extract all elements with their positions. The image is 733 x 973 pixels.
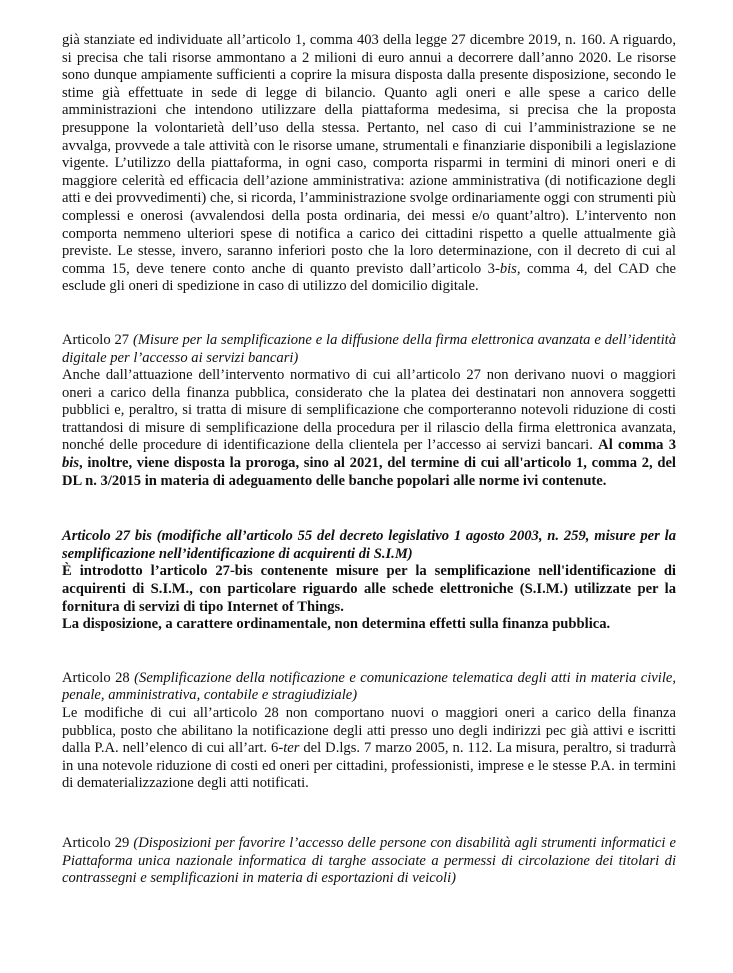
articolo-27-bis-heading: Articolo 27 bis (modifiche all’articolo 55 del decreto legislativo 1 agosto 2003, n. 259, misure per la semplificazione nell’identificazione di acquirenti di S.I.M) xyxy=(62,528,676,562)
section-articolo-27 xyxy=(62,332,676,490)
articolo-29-title: (Disposizioni per favorire l’accesso delle persone con disabilità agli strumenti informatici e Piattaforma unica nazionale informatica di targhe associate a permessi di circolazione dei titolari di contrassegni e semplificazioni in materia di esportazioni di veicoli) xyxy=(62,834,676,887)
articolo-28-ter: ter xyxy=(283,740,300,757)
articolo-28-body xyxy=(62,705,676,793)
articolo-27-body-text: Anche dall’attuazione dell’intervento normativo di cui all’articolo 27 non derivano nuovi o maggiori oneri a carico della finanza pubblica, considerato che la platea dei destinatari non annovera soggetti pubblici e, peraltro, si tratta di misure di semplificazione che comporteranno notevoli riduzione di costi trattandosi di misure di semplificazione della procedura per il rilascio della firma elettronica avanzata, nonché delle procedure di identificazione della clientela per l’accesso ai servizi bancari. xyxy=(62,367,676,454)
articolo-27-body xyxy=(62,367,676,490)
articolo-27-label: Articolo 27 xyxy=(62,331,133,348)
articolo-27-bold-a: Al comma 3 xyxy=(598,437,677,454)
articolo-28-label: Articolo 28 xyxy=(62,669,135,686)
section-articolo-27-bis xyxy=(62,528,676,634)
articolo-27-heading xyxy=(62,332,676,367)
intro-bis: bis xyxy=(499,260,517,277)
articolo-28-body-b: del D.lgs. 7 marzo 2005, n. 112. La misura, peraltro, si tradurrà in una notevole riduzione di costi ed oneri per cittadini, professionisti, imprese e le stesse P.A. in termini di dematerializzazione degli atti notificati. xyxy=(62,740,677,792)
intro-paragraph xyxy=(62,0,676,296)
articolo-28-body-a: Le modifiche di cui all’articolo 28 non comportano nuovi o maggiori oneri a carico della finanza pubblica, posto che abilitano la notificazione degli atti presso uno degli indirizzi pec già attivi e iscritti dalla P.A. nell’elenco di cui all’art. 6- xyxy=(62,705,676,757)
articolo-27-bis-body-1: È introdotto l’articolo 27-bis contenente misure per la semplificazione nell'identificazione di acquirenti di S.I.M., con particolare riguardo alle schede elettroniche (S.I.M.) utilizzate per la fornitura di servizi di tipo Internet of Things. xyxy=(62,563,676,615)
intro-text-b: , comma 4, del CAD che esclude gli oneri di spedizione in caso di utilizzo del domicilio digitale. xyxy=(62,260,676,295)
articolo-27-bold-b: , inoltre, viene disposta la proroga, sino al 2021, del termine di cui all'articolo 1, comma 2, del DL n. 3/2015 in materia di adeguamento delle banche popolari alle norme ivi contenute. xyxy=(62,455,676,489)
intro-text-a: già stanziate ed individuate all’articolo 1, comma 403 della legge 27 dicembre 2019, n. 160. A riguardo, si precisa che tali risorse ammontano a 2 milioni di euro annui a decorrere dall’anno 2020. Le risorse sono dunque ampiamente sufficienti a coprire la misura disposta dalla presente disposizione, secondo le stime già effettuate in sede di legge di bilancio. Quanto agli oneri e alle spese a carico delle amministrazioni che intendono utilizzare della piattaforma medesima, si precisa che la proposta presuppone la volontarietà dell’uso della stessa. Pertanto, nel caso di cui l’amministrazione se ne avvalga, provvede a tale attività con le risorse umane, strumentali e finanziarie disponibili a legislazione vigente. L’utilizzo della piattaforma, in ogni caso, comporta risparmi in termini di minori oneri e di maggiore celerità ed efficacia dell’azione amministrativa: azione amministrativa (di notificazione degli atti e dei provvedimenti) che, si ricorda, l’amministrazione svolge ordinariamente oggi con strumenti più complessi e onerosi (avvalendosi della posta ordinaria, dei messi e/o quant’altro). L’intervento non comporta nemmeno ulteriori spese di notifica a carico dei cittadini rispetto a quelle attualmente già previste. Le stesse, invero, saranno inferiori posto che la loro determinazione, con il decreto di cui al comma 15, deve tenere conto anche di quanto previsto dall’articolo 3- xyxy=(62,32,676,277)
articolo-28-heading xyxy=(62,670,676,705)
articolo-29-label: Articolo 29 xyxy=(62,834,134,851)
document-page xyxy=(62,0,676,888)
articolo-27-bold-bis: bis xyxy=(62,455,80,472)
section-articolo-29 xyxy=(62,835,676,888)
section-articolo-28 xyxy=(62,670,676,793)
articolo-28-title: (Semplificazione della notificazione e comunicazione telematica degli atti in materia civile, penale, amministrativa, contabile e stragiudiziale) xyxy=(62,669,677,704)
articolo-27-title: (Misure per la semplificazione e la diffusione della firma elettronica avanzata e dell’identità digitale per l’accesso ai servizi bancari) xyxy=(62,331,676,366)
articolo-27-bis-body-2: La disposizione, a carattere ordinamentale, non determina effetti sulla finanza pubblica. xyxy=(62,616,611,633)
articolo-29-heading xyxy=(62,835,676,888)
